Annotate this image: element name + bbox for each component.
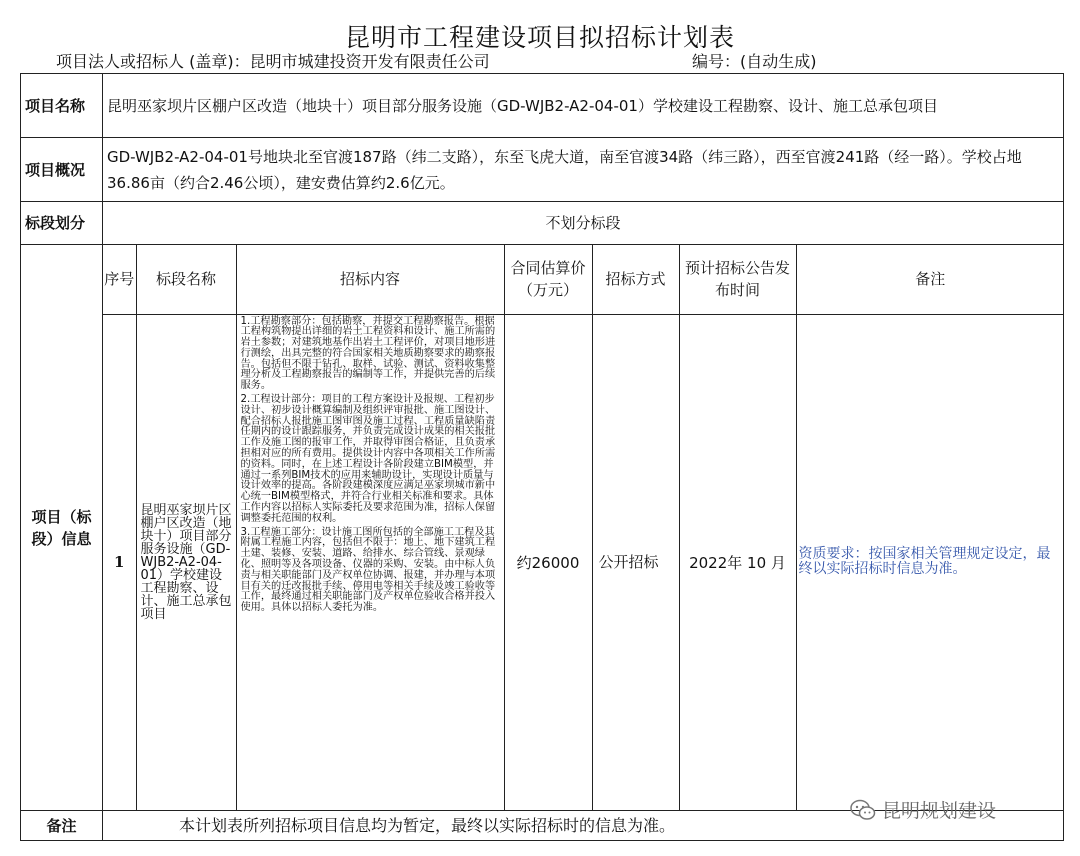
lot-announce: 2022年 10 月 [679, 314, 796, 810]
content-design: 2.工程设计部分：项目的工程方案设计及报规、工程初步设计、初步设计概算编制及组织评审报批、施工图设计、配合招标人报批施工图审图及施工过程、工程质量缺陷责任期内的设计跟踪服务，并负责完成设计成果的相关报批工作及施工图的报审工作，并取得审图合格证，且负责承担相对应的所有费用。提供设计内容中各项相关工作所需的资料。同时，在上述工程设计各阶段建立BIM模型，并通过一系列BIM技术的应用来辅助设计，实现设计质量与设计效率的提高。各阶段建模深度应满足巫家坝城市新中心统一BIM模型格式，并符合行业相关标准和要求。具体工作内容以招标人实际委托及要求范围为准，招标人保留调整委托范围的权利。 [240, 394, 496, 524]
header-announce: 预计招标公告发布时间 [679, 245, 796, 314]
project-info-cell [103, 245, 1064, 811]
watermark-text: 昆明规划建设 [882, 800, 997, 822]
lot-method: 公开招标 [592, 314, 679, 810]
tender-plan-table [20, 73, 1064, 841]
lot-estimate: 约26000 [504, 314, 592, 810]
header-seq: 序号 [103, 245, 136, 314]
value-section-division: 不划分标段 [103, 202, 1064, 245]
page-title: 昆明市工程建设项目拟招标计划表 [344, 23, 735, 52]
label-project-info: 项目（标段）信息 [21, 245, 103, 811]
lot-row [103, 314, 1064, 810]
header-content: 招标内容 [236, 245, 504, 314]
header-lot-name: 标段名称 [136, 245, 236, 314]
value-note: 本计划表所列招标项目信息均为暂定，最终以实际招标时的信息为准。 [103, 811, 1064, 841]
header-remark: 备注 [796, 245, 1064, 314]
label-project-name: 项目名称 [21, 74, 103, 138]
wechat-icon [850, 799, 876, 821]
serial-number: 编号：(自动生成) [692, 52, 817, 71]
value-project-overview: GD-WJB2-A2-04-01号地块北至官渡187路（纬二支路），东至飞虎大道，南至官渡34路（纬三路），西至官渡241路（经一路）。学校占地36.86亩（约合2.46公顷），建安费估算约2.6亿元。 [103, 138, 1064, 202]
label-section-division: 标段划分 [21, 202, 103, 245]
row-project-name [21, 74, 1064, 138]
label-note: 备注 [21, 811, 103, 841]
header-estimate: 合同估算价（万元） [504, 245, 592, 314]
value-project-name: 昆明巫家坝片区棚户区改造（地块十）项目部分服务设施（GD-WJB2-A2-04-01）学校建设工程勘察、设计、施工总承包项目 [103, 74, 1064, 138]
watermark [850, 796, 996, 823]
row-section-division [21, 202, 1064, 245]
content-survey: 1.工程勘察部分：包括勘察，并提交工程勘察报告。根据工程构筑物提出详细的岩土工程资料和设计、施工所需的岩土参数；对建筑地基作出岩土工程评价，对项目地形进行测绘，出具完整的符合国家相关地质勘察要求的勘察报告。包括但不限于钻孔、取样、试验、测试、资料收集整理分析及工程勘察报告的编制等工作，并提供完善的后续服务。 [240, 315, 496, 392]
content-construction: 3.工程施工部分：设计施工图所包括的全部施工工程及其附属工程施工内容，包括但不限于：地上、地下建筑工程土建、装修、安装、道路、给排水、综合管线、景观绿化、照明等及各项设备、仪器的采购、安装。由中标人负责与相关职能部门及产权单位协调、报建，并办理与本项目有关的迁改报批手续、停用电等相关手续及竣工验收等工作，最终通过相关职能部门及产权单位验收合格并投入使用。具体以招标人委托为准。 [240, 526, 496, 614]
lot-remark: 资质要求：按国家相关管理规定设定，最终以实际招标时信息为准。 [796, 314, 1064, 810]
tenderer-line: 项目法人或招标人 (盖章)：昆明市城建投资开发有限责任公司 [56, 52, 490, 71]
row-project-info [21, 245, 1064, 811]
lot-content [236, 314, 504, 810]
lot-table [103, 245, 1064, 810]
label-project-overview: 项目概况 [21, 138, 103, 202]
header-method: 招标方式 [592, 245, 679, 314]
lot-name: 昆明巫家坝片区棚户区改造（地块十）项目部分服务设施（GD-WJB2-A2-04-01）学校建设工程勘察、设计、施工总承包项目 [136, 314, 236, 810]
lot-seq: 1 [103, 314, 136, 810]
row-project-overview [21, 138, 1064, 202]
lot-table-header [103, 245, 1064, 314]
